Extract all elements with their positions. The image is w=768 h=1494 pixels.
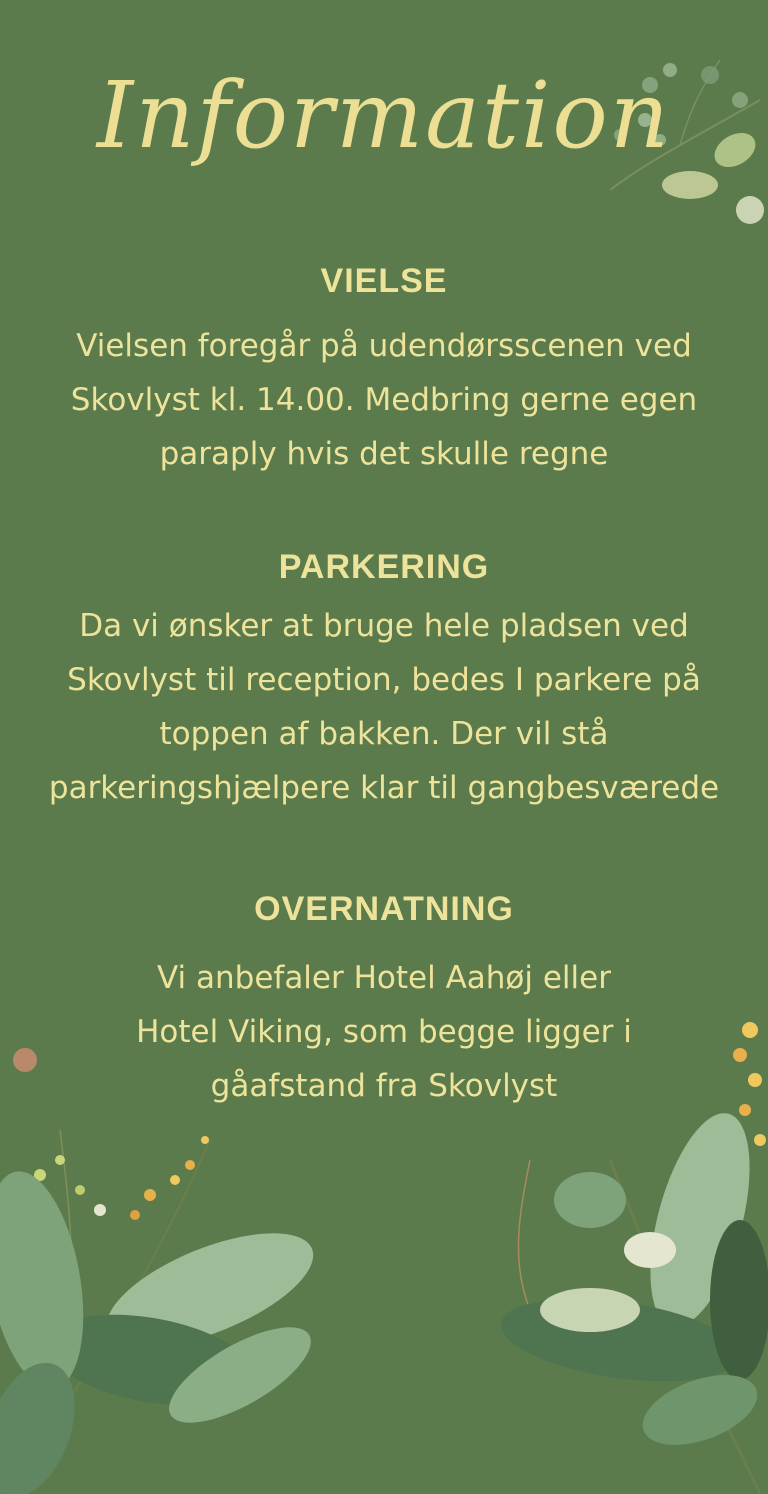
text-line: paraply hvis det skulle regne — [159, 436, 609, 472]
section-text — [0, 599, 768, 815]
section-parkering — [0, 548, 768, 815]
section-vielse — [0, 262, 768, 481]
section-text — [0, 319, 768, 481]
text-line: gåafstand fra Skovlyst — [210, 1068, 558, 1104]
text-line: Skovlyst kl. 14.00. Medbring gerne egen — [70, 382, 698, 418]
text-line: Vi anbefaler Hotel Aahøj eller — [157, 960, 611, 996]
text-line: Da vi ønsker at bruge hele pladsen ved — [79, 608, 689, 644]
section-heading: PARKERING — [278, 548, 490, 586]
text-line: parkeringshjælpere klar til gangbesværede — [48, 770, 720, 806]
text-line: Hotel Viking, som begge ligger i — [136, 1014, 632, 1050]
page-title: Information — [96, 62, 672, 169]
text-line: toppen af bakken. Der vil stå — [159, 716, 609, 752]
section-overnatning — [0, 890, 768, 1113]
section-heading: OVERNATNING — [254, 890, 514, 928]
text-line: Vielsen foregår på udendørsscenen ved — [76, 328, 692, 364]
text-line: Skovlyst til reception, bedes I parkere på — [67, 662, 701, 698]
section-heading: VIELSE — [320, 262, 448, 300]
section-text — [0, 951, 768, 1113]
